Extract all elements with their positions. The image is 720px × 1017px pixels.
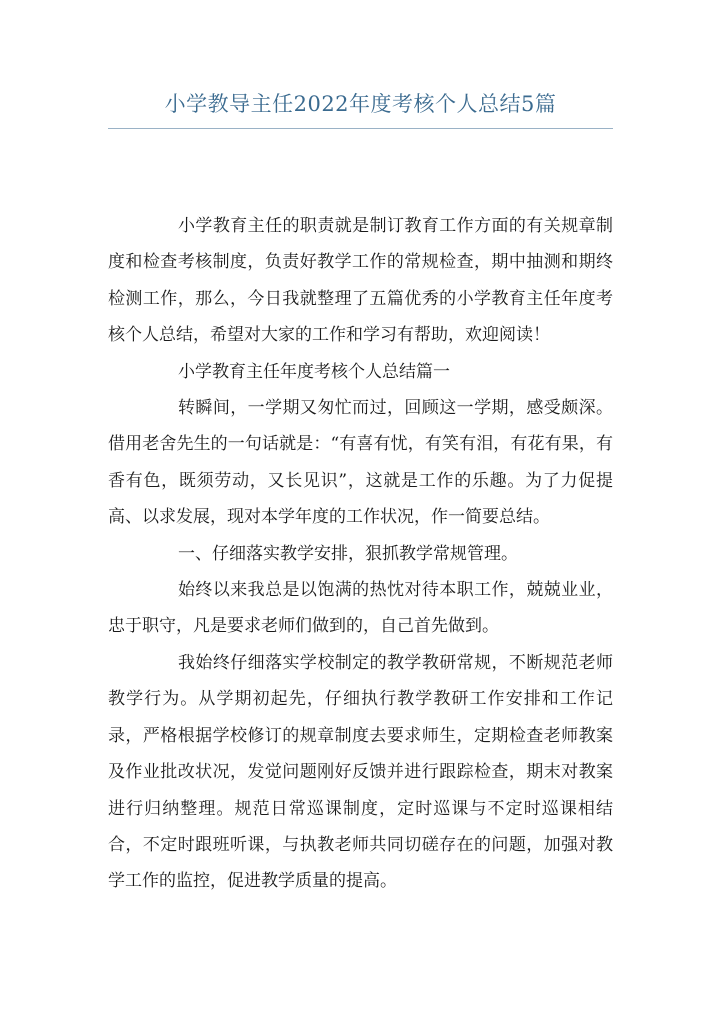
section-heading: 小学教育主任年度考核个人总结篇一 — [178, 361, 450, 382]
intro-paragraph: 小学教育主任的职责就是制订教育工作方面的有关规章制度和检查考核制度，负责好教学工作的常规检查，期中抽测和期终检测工作，那么，今日我就整理了五篇优秀的小学教育主任年度考核个人总结，希望对大家的工作和学习有帮助，欢迎阅读！ — [108, 216, 613, 346]
body-paragraph: 我始终仔细落实学校制定的教学教研常规，不断规范老师教学行为。从学期初起先，仔细执行教学教研工作安排和工作记录，严格根据学校修订的规章制度去要求师生，定期检查老师教案及作业批改状况，发觉问题刚好反馈并进行跟踪检查，期末对教案进行归纳整理。规范日常巡课制度，定时巡课与不定时巡课相结合，不定时跟班听课，与执教老师共同切磋存在的问题，加强对教学工作的监控，促进教学质量的提高。 — [108, 652, 613, 892]
body-paragraph: 转瞬间，一学期又匆忙而过，回顾这一学期，感受颇深。借用老舍先生的一句话就是：“有喜有忧，有笑有泪，有花有果，有香有色，既须劳动，又长见识”，这就是工作的乐趣。为了力促提高、以求发展，现对本学年度的工作状况，作一简要总结。 — [108, 398, 613, 528]
document-title: 小学教导主任2022年度考核个人总结5篇 — [164, 92, 557, 116]
document-body — [108, 208, 613, 900]
subsection-heading: 一、仔细落实教学安排，狠抓教学常规管理。 — [178, 543, 518, 564]
body-paragraph: 始终以来我总是以饱满的热忱对待本职工作，兢兢业业，忠于职守，凡是要求老师们做到的，自己首先做到。 — [108, 580, 613, 637]
title-divider — [108, 128, 613, 129]
